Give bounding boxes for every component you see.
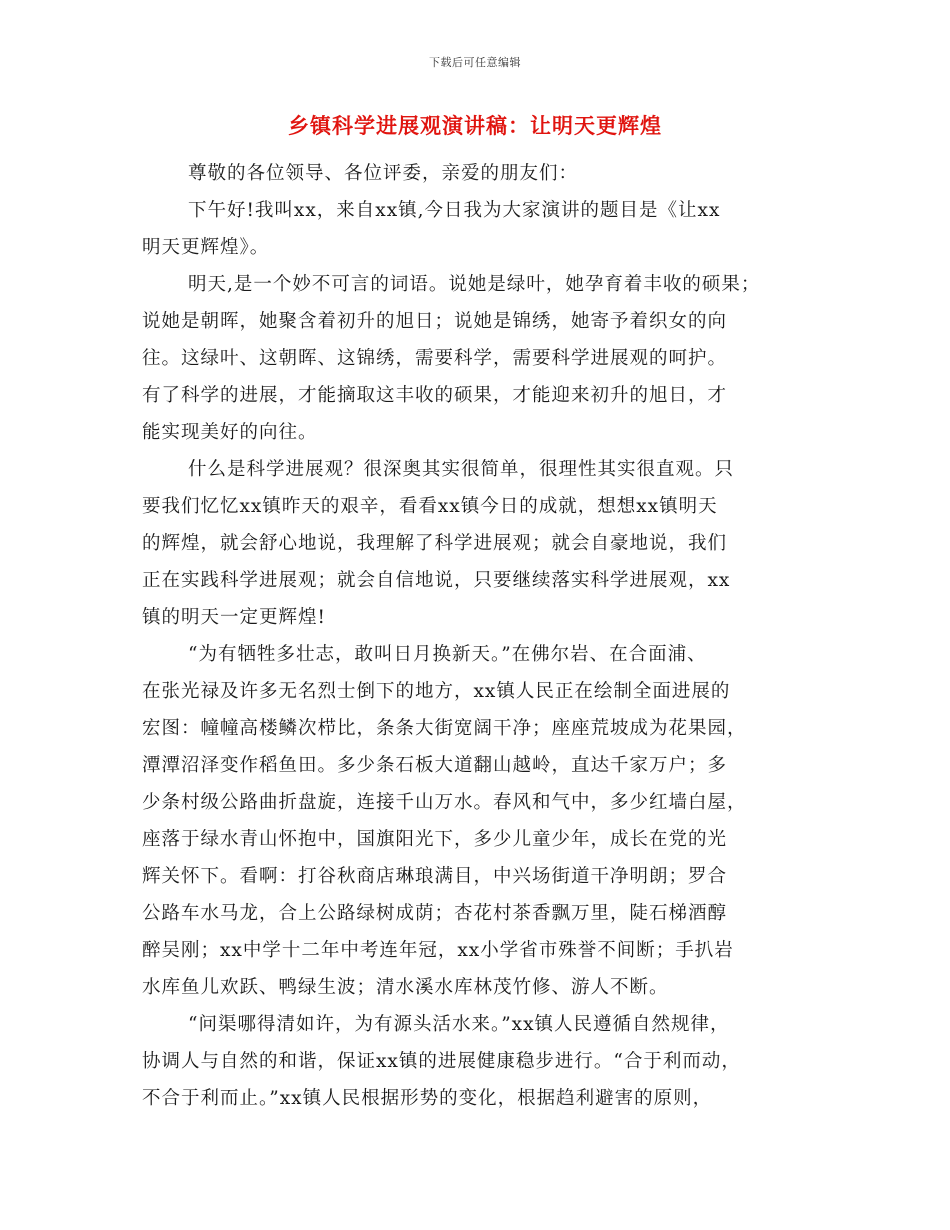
text-line: “问渠哪得清如许，为有源头活水来。”xx镇人民遵循自然规律， <box>188 1014 730 1035</box>
text-line: 协调人与自然的和谐，保证xx镇的进展健康稳步进行。“合于利而动， <box>142 1051 741 1072</box>
text-line: 辉关怀下。看啊：打谷秋商店琳琅满目，中兴场街道干净明朗；罗合 <box>142 866 728 887</box>
text-line: 座落于绿水青山怀抱中，国旗阳光下，多少儿童少年，成长在党的光 <box>142 829 728 850</box>
text-line: 明天,是一个妙不可言的词语。说她是绿叶，她孕育着丰收的硕果； <box>188 274 761 295</box>
document-title: 乡镇科学进展观演讲稿：让明天更辉煌 <box>288 113 662 138</box>
text-line: 少条村级公路曲折盘旋，连接千山万水。春风和气中，多少红墙白屋， <box>142 792 747 813</box>
text-line: 宏图：幢幢高楼鳞次栉比，条条大街宽阔干净；座座荒坡成为花果园， <box>142 718 747 739</box>
text-line: 尊敬的各位领导、各位评委，亲爱的朋友们： <box>188 163 579 184</box>
text-line: 正在实践科学进展观；就会自信地说，只要继续落实科学进展观，xx <box>142 570 731 591</box>
text-line: 水库鱼儿欢跃、鸭绿生波；清水溪水库林茂竹修、游人不断。 <box>142 977 669 998</box>
text-line: 潭潭沼泽变作稻鱼田。多少条石板大道翻山越岭，直达千家万户；多 <box>142 755 728 776</box>
text-line: 在张光禄及许多无名烈士倒下的地方，xx镇人民正在绘制全面进展的 <box>142 681 731 702</box>
text-line: 能实现美好的向往。 <box>142 422 318 443</box>
text-line: 醉吴刚；xx中学十二年中考连年冠，xx小学省市殊誉不间断；手扒岩 <box>142 940 734 961</box>
text-line: 镇的明天一定更辉煌! <box>142 607 326 628</box>
text-line: 要我们忆忆xx镇昨天的艰辛，看看xx镇今日的成就，想想xx镇明天 <box>142 496 718 517</box>
page-header-note: 下载后可任意编辑 <box>429 56 521 69</box>
text-line: 下午好!我叫xx，来自xx镇,今日我为大家演讲的题目是《让xx <box>188 200 721 221</box>
text-line: 不合于利而止。”xx镇人民根据形势的变化，根据趋利避害的原则， <box>142 1088 713 1109</box>
text-line: 公路车水马龙，合上公路绿树成荫；杏花村茶香飘万里，陡石梯酒醇 <box>142 903 728 924</box>
text-line: “为有牺牲多壮志，敢叫日月换新天。”在佛尔岩、在合面浦、 <box>188 644 707 665</box>
text-line: 往。这绿叶、这朝晖、这锦绣，需要科学，需要科学进展观的呵护。 <box>142 348 728 369</box>
text-line: 有了科学的进展，才能摘取这丰收的硕果，才能迎来初升的旭日，才 <box>142 385 728 406</box>
document-body <box>142 155 812 1117</box>
text-line: 明天更辉煌》。 <box>142 237 270 258</box>
text-line: 的辉煌，就会舒心地说，我理解了科学进展观；就会自豪地说，我们 <box>142 533 728 554</box>
text-line: 说她是朝晖，她聚含着初升的旭日；说她是锦绣，她寄予着织女的向 <box>142 311 728 332</box>
text-line: 什么是科学进展观？很深奥其实很简单，很理性其实很直观。只 <box>188 459 735 480</box>
